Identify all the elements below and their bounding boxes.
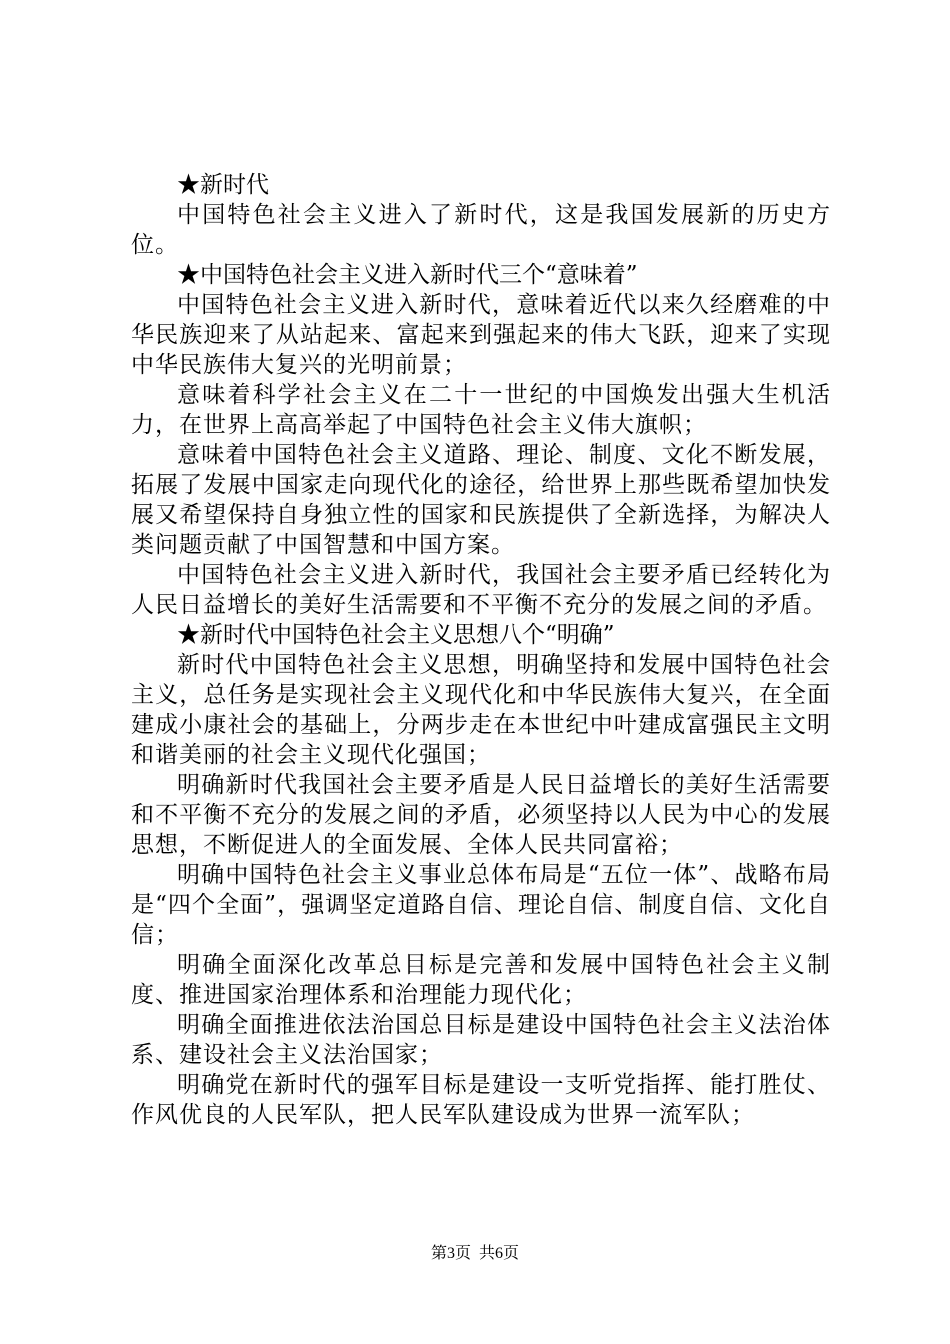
paragraph: 意味着中国特色社会主义道路、理论、制度、文化不断发展，拓展了发展中国家走向现代化的途径，给世界上那些既希望加快发展又希望保持自身独立性的国家和民族提供了全新选择，为解决人类问题贡献了中国智慧和中国方案。 — [131, 442, 831, 558]
page-number-label: 第3页 共6页 — [430, 1245, 519, 1262]
section-heading-new-era: ★新时代 — [177, 172, 269, 198]
paragraph: 明确新时代我国社会主要矛盾是人民日益增长的美好生活需要和不平衡不充分的发展之间的矛盾，必须坚持以人民为中心的发展思想，不断促进人的全面发展、全体人民共同富裕； — [131, 772, 831, 858]
paragraph: 明确党在新时代的强军目标是建设一支听党指挥、能打胜仗、作风优良的人民军队，把人民军队建设成为世界一流军队； — [131, 1072, 831, 1128]
paragraph: 新时代中国特色社会主义思想，明确坚持和发展中国特色社会主义，总任务是实现社会主义现代化和中华民族伟大复兴，在全面建成小康社会的基础上，分两步走在本世纪中叶建成富强民主文明和谐美丽的社会主义现代化强国； — [131, 652, 831, 768]
section-heading-three-meanings: ★中国特色社会主义进入新时代三个“意味着” — [177, 262, 638, 288]
document-body — [131, 170, 831, 1130]
paragraph: 意味着科学社会主义在二十一世纪的中国焕发出强大生机活力，在世界上高高举起了中国特色社会主义伟大旗帜； — [131, 382, 831, 438]
paragraph: 中国特色社会主义进入新时代，我国社会主要矛盾已经转化为人民日益增长的美好生活需要和不平衡不充分的发展之间的矛盾。 — [131, 562, 831, 618]
section-heading-eight-clarifications: ★新时代中国特色社会主义思想八个“明确” — [177, 622, 615, 648]
paragraph: 明确中国特色社会主义事业总体布局是“五位一体”、战略布局是“四个全面”，强调坚定道路自信、理论自信、制度自信、文化自信； — [131, 862, 831, 948]
paragraph: 中国特色社会主义进入了新时代，这是我国发展新的历史方位。 — [131, 202, 831, 258]
paragraph: 中国特色社会主义进入新时代，意味着近代以来久经磨难的中华民族迎来了从站起来、富起来到强起来的伟大飞跃，迎来了实现中华民族伟大复兴的光明前景； — [131, 292, 831, 378]
page-footer — [0, 1244, 950, 1264]
paragraph: 明确全面推进依法治国总目标是建设中国特色社会主义法治体系、建设社会主义法治国家； — [131, 1012, 831, 1068]
paragraph: 明确全面深化改革总目标是完善和发展中国特色社会主义制度、推进国家治理体系和治理能力现代化； — [131, 952, 831, 1008]
